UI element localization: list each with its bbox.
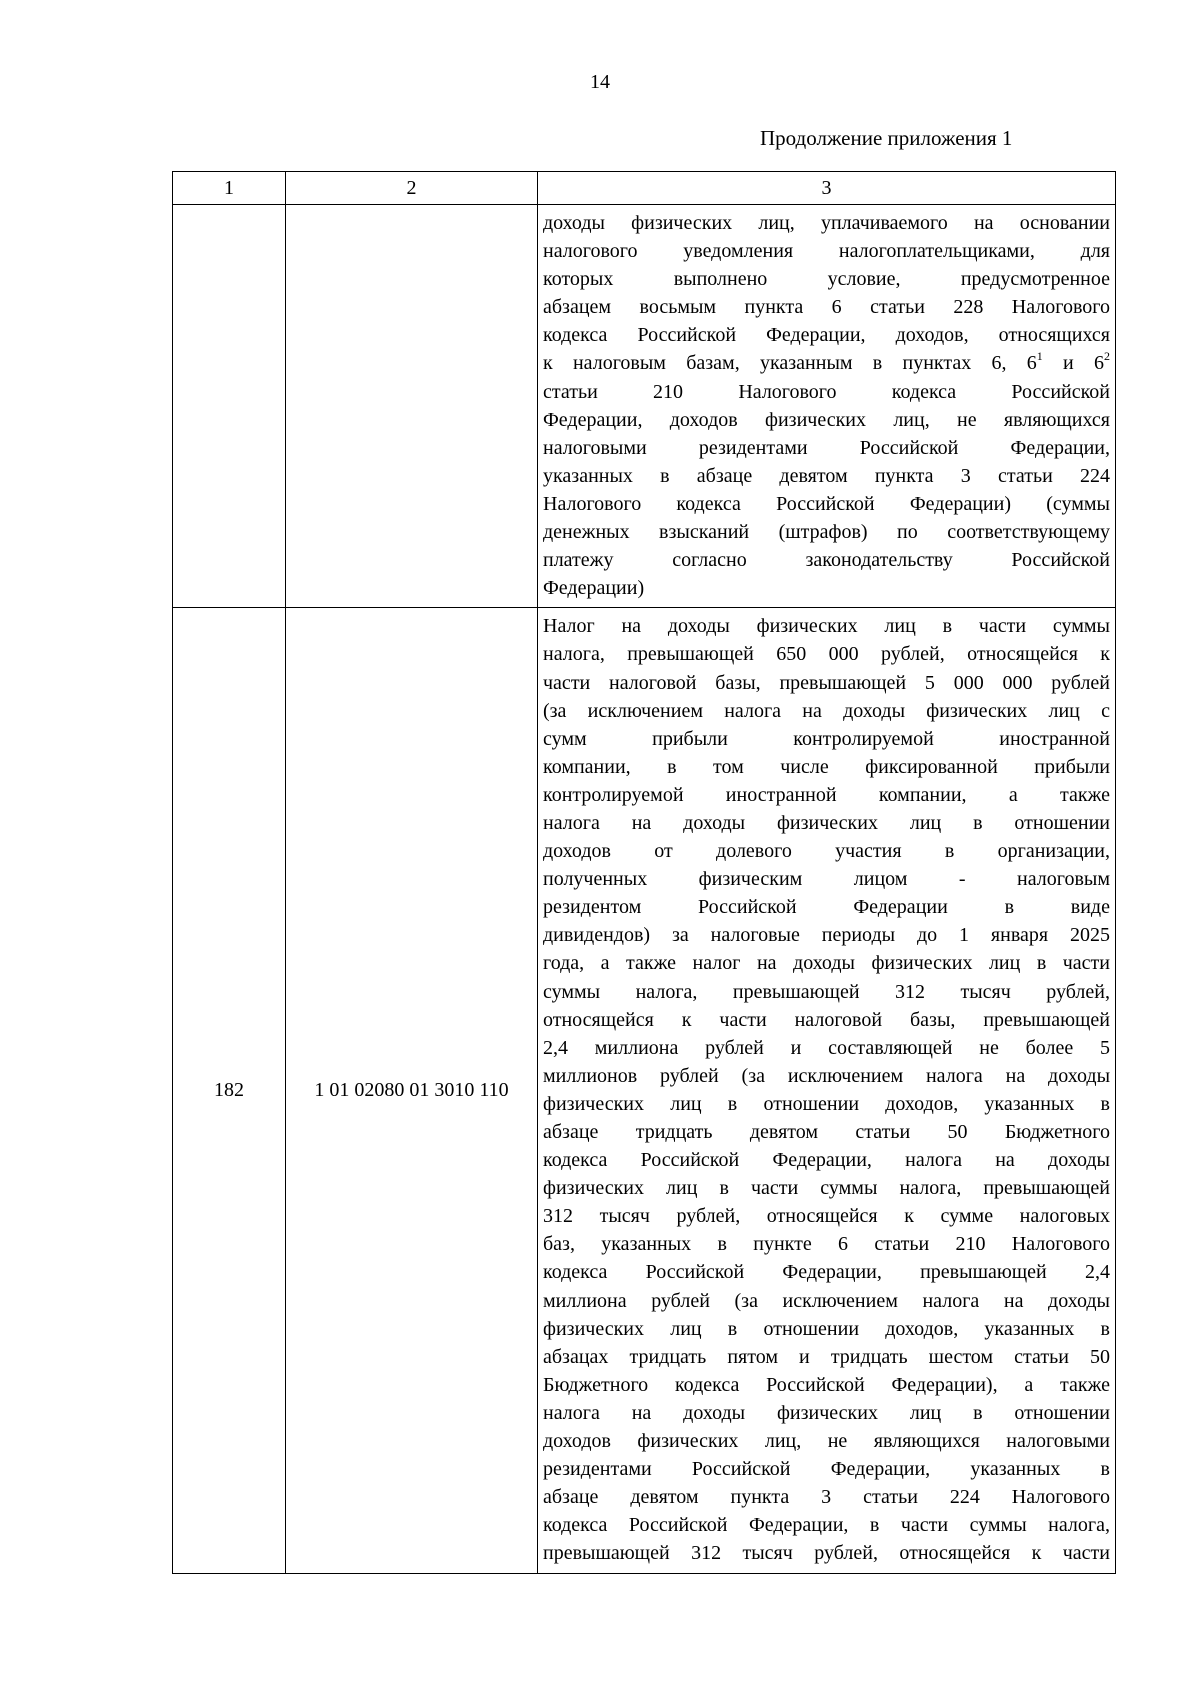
text-line: доходов физических лиц, не являющихся налоговыми — [543, 1430, 1110, 1453]
header-cell-1: 1 — [173, 172, 286, 205]
text-line: которых выполнено условие, предусмотренное — [543, 268, 1110, 291]
text-line: кодекса Российской Федерации, в части суммы налога, — [543, 1514, 1110, 1537]
text-line: налога на доходы физических лиц в отношении — [543, 811, 1110, 834]
text-line: физических лиц в части суммы налога, превышающей — [543, 1177, 1110, 1200]
text-line: кодекса Российской Федерации, превышающей 2,4 — [543, 1261, 1110, 1284]
text-line: физических лиц в отношении доходов, указанных в — [543, 1092, 1110, 1115]
appendix-table — [172, 171, 1116, 1574]
text-line: полученных физическим лицом - налоговым — [543, 868, 1110, 891]
header-cell-2: 2 — [286, 172, 538, 205]
superscript: 2 — [1104, 349, 1110, 364]
text-line: 2,4 миллиона рублей и составляющей не более 5 — [543, 1036, 1110, 1059]
text-line: года, а также налог на доходы физических лиц в части — [543, 952, 1110, 975]
text-line: кодекса Российской Федерации, доходов, относящихся — [543, 324, 1110, 347]
text-line: налога на доходы физических лиц в отношении — [543, 1401, 1110, 1424]
admin-code-cell — [173, 205, 286, 608]
text-line-with-superscripts — [543, 349, 1110, 377]
table-header-row — [173, 172, 1116, 205]
line-text: и 6 — [1042, 352, 1104, 375]
text-line: платежу согласно законодательству Российской — [543, 549, 1110, 572]
text-line: дивидендов) за налоговые периоды до 1 января 2025 — [543, 924, 1110, 947]
text-line: резидентами Российской Федерации, указанных в — [543, 1458, 1110, 1481]
description-cell — [538, 205, 1116, 608]
text-line: денежных взысканий (штрафов) по соответствующему — [543, 521, 1110, 544]
text-line: (за исключением налога на доходы физических лиц с — [543, 699, 1110, 722]
text-line: Федерации, доходов физических лиц, не являющихся — [543, 408, 1110, 431]
text-line: абзацах тридцать пятом и тридцать шестом статьи 50 — [543, 1345, 1110, 1368]
text-line: миллионов рублей (за исключением налога на доходы — [543, 1064, 1110, 1087]
text-line: сумм прибыли контролируемой иностранной — [543, 727, 1110, 750]
text-line: компании, в том числе фиксированной прибыли — [543, 755, 1110, 778]
text-line: баз, указанных в пункте 6 статьи 210 Налогового — [543, 1233, 1110, 1256]
text-line: абзацем восьмым пункта 6 статьи 228 Налогового — [543, 296, 1110, 319]
text-line: миллиона рублей (за исключением налога на доходы — [543, 1289, 1110, 1312]
text-line: суммы налога, превышающей 312 тысяч рублей, — [543, 980, 1110, 1003]
page-number: 14 — [590, 71, 610, 93]
text-line: указанных в абзаце девятом пункта 3 статьи 224 — [543, 464, 1110, 487]
text-line: 312 тысяч рублей, относящейся к сумме налоговых — [543, 1205, 1110, 1228]
text-line: части налоговой базы, превышающей 5 000 000 рублей — [543, 671, 1110, 694]
description-cell — [538, 608, 1116, 1573]
text-line: кодекса Российской Федерации, налога на доходы — [543, 1149, 1110, 1172]
text-line: резидентом Российской Федерации в виде — [543, 896, 1110, 919]
text-line: доходов от долевого участия в организации, — [543, 840, 1110, 863]
text-line: налоговыми резидентами Российской Федерации, — [543, 436, 1110, 459]
text-line: Налогового кодекса Российской Федерации) (суммы — [543, 492, 1110, 515]
text-line: контролируемой иностранной компании, а также — [543, 783, 1110, 806]
line-text: к налоговым базам, указанным в пунктах 6, 6 — [543, 352, 1037, 375]
text-line: доходы физических лиц, уплачиваемого на основании — [543, 212, 1110, 234]
text-line: налога, превышающей 650 000 рублей, относящейся к — [543, 643, 1110, 666]
text-line: физических лиц в отношении доходов, указанных в — [543, 1317, 1110, 1340]
text-line: абзаце девятом пункта 3 статьи 224 Налогового — [543, 1486, 1110, 1509]
text-line: статьи 210 Налогового кодекса Российской — [543, 380, 1110, 403]
text-line: Бюджетного кодекса Российской Федерации), а также — [543, 1373, 1110, 1396]
text-line: Федерации) — [543, 577, 645, 600]
superscript: 1 — [1036, 349, 1043, 364]
text-line: превышающей 312 тысяч рублей, относящейся к части — [543, 1542, 1110, 1565]
income-code-cell — [286, 205, 538, 608]
appendix-continuation-heading: Продолжение приложения 1 — [760, 126, 1013, 150]
text-line: относящейся к части налоговой базы, превышающей — [543, 1008, 1110, 1031]
header-cell-3: 3 — [538, 172, 1116, 205]
table-row — [173, 205, 1116, 608]
table-row — [173, 608, 1116, 1573]
text-line: абзаце тридцать девятом статьи 50 Бюджетного — [543, 1121, 1110, 1143]
text-line: налогового уведомления налогоплательщиками, для — [543, 240, 1110, 263]
income-code-cell: 1 01 02080 01 3010 110 — [286, 608, 538, 1573]
admin-code-cell: 182 — [173, 608, 286, 1573]
text-line: Налог на доходы физических лиц в части суммы — [543, 615, 1110, 638]
